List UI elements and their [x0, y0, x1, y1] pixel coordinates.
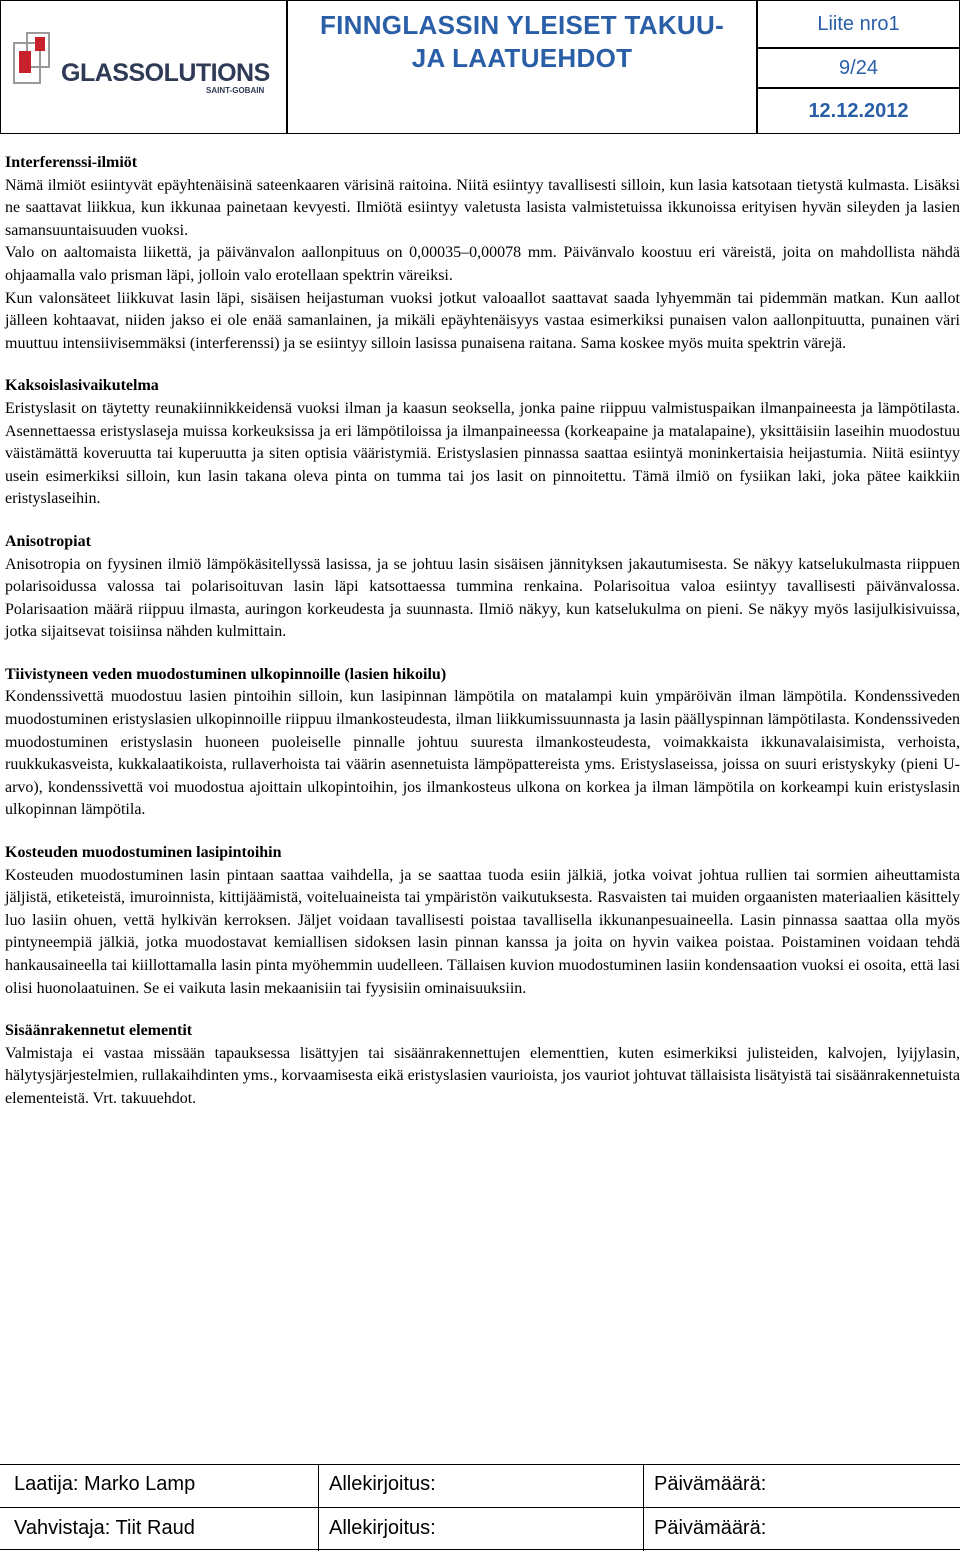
section-moisture-surfaces [5, 842, 960, 1000]
approver-label: Vahvistaja: Tiit Raud [14, 1517, 195, 1539]
logo-cell [0, 0, 287, 134]
section-title: Anisotropiat [5, 532, 91, 550]
document-title-line-2: JA LAATUEHDOT [411, 43, 633, 73]
approver-signature-label: Allekirjoitus: [329, 1517, 436, 1539]
paragraph: Eristyslasit on täytetty reunakiinnikkeidensä vuoksi ilman ja kaasun seoksella, jonka paine riippuu valmistuspaikan ilmanpaineesta ja lämpötilasta. Asennettaessa eristyslaseja muissa korkeuksissa ja eri lämpötiloissa ja ilmanpaineessa (korkeapaine ja matalapaine), yksittäisiin laseihin muodostuu väistämättä koveruutta tai kuperuutta ja siten optisia vääristymiä. Eristyslasien pinnassa saattaa esiintyä moninkertaisia heijastumia. Niitä esiintyy usein esimerkiksi silloin, kun lasin takana oleva pinta on tumma tai jos lasit on pinnoitettu. Tämä ilmiö on fysiikan laki, joka pätee kaikkiin eristyslaseihin. [5, 399, 960, 508]
section-anisotropy [5, 531, 960, 644]
section-title: Kosteuden muodostuminen lasipintoihin [5, 844, 282, 862]
signature-footer [0, 1464, 960, 1550]
logo-wordmark: GLASSOLUTIONS [61, 59, 270, 87]
section-body [5, 175, 960, 356]
author-signature-label: Allekirjoitus: [329, 1473, 436, 1495]
section-body [5, 398, 960, 511]
section-body [5, 865, 960, 1001]
approver-date-label: Päivämäärä: [654, 1517, 767, 1539]
paragraph: Kun valonsäteet liikkuvat lasin läpi, sisäisen heijastuman vuoksi jotkut valoaallot saattavat saada lyhyemmän tai pidemmän matkan. Kun aallot jälleen kohtaavat, niiden jakso ei ole enää samanlainen, ja mikäli epäyhtenäisyys vastaa esimerkiksi punaisen valon aallonpituutta, punainen väri muuttuu intensiivisemmäksi (interferenssi) ja se esiintyy silloin lasissa punaisena raitana. Sama koskee myös muita spektrin värejä. [5, 289, 960, 352]
document-date: 12.12.2012 [808, 99, 909, 122]
document-body [5, 152, 960, 1131]
paragraph: Valo on aaltomaista liikettä, ja päivänvalon aallonpituus on 0,00035–0,00078 mm. Päivänvalo koostuu eri väreistä, joita on mahdollista nähdä ohjaamalla valo prisman läpi, jolloin valo erotellaan spektrin väreiksi. [5, 244, 960, 284]
paragraph: Nämä ilmiöt esiintyvät epäyhtenäisinä sateenkaaren värisinä raitoina. Niitä esiintyy tavallisesti silloin, kun lasia katsotaan tietystä kulmasta. Lisäksi ne saattavat liikkua, kun ikkunaa painetaan kevyesti. Ilmiötä esiintyy valetusta lasista valmistetuissa ikkunoissa erityisen hyvän sileyden ja lasien samansuuntaisuuden vuoksi. [5, 176, 960, 239]
glassolutions-logo-mark-icon [11, 31, 61, 91]
section-body [5, 1043, 960, 1111]
paragraph: Anisotropia on fyysinen ilmiö lämpökäsitellyssä lasissa, ja se johtuu lasin sisäisen jännityksen jakautumisesta. Se näkyy katselukulmasta riippuen polarisoidussa valossa tai polarisoituvan lasin läpi katsottaessa tummina renkaina. Polarisoitua valoa esiintyy tavallisesti päivänvalossa. Polarisaation määrä riippuu ilmasta, auringon korkeudesta ja suunnasta. Ilmiö näkyy, kun katselukulma on pieni. Se näkyy myös lasijulkisivuissa, jotka sijaitsevat toisiinsa nähden kulmittain. [5, 555, 960, 641]
section-body [5, 686, 960, 822]
section-double-glass-effect [5, 375, 960, 511]
section-title: Tiivistyneen veden muodostuminen ulkopinnoille (lasien hikoilu) [5, 665, 447, 683]
footer-divider [0, 1507, 960, 1508]
author-date-label: Päivämäärä: [654, 1473, 767, 1495]
page-number-cell [757, 48, 960, 88]
document-title-line-1: FINNGLASSIN YLEISET TAKUU- [319, 10, 725, 40]
footer-divider [643, 1465, 644, 1551]
section-title: Interferenssi-ilmiöt [5, 154, 138, 171]
paragraph: Kosteuden muodostuminen lasin pintaan saattaa vaihdella, ja se saattaa tuoda esiin jälkiä, jotka voivat johtua rullien tai sormien aiheuttamista jäljistä, etiketeistä, imuroinnista, kittijäämistä, voiteluaineista tai ympäristön vaikutuksesta. Rasvaisten tai muiden orgaanisten materiaalien käsittely luo lasiin ohuen, vettä hylkivän kerroksen. Jäljet voidaan tavallisesti poistaa tavallisella ikkunanpesuaineella. Lasin pinnassa saattaa olla myös pintyneempiä jälkiä, jotka muodostavat kemiallisen sidoksen lasin pinnan kanssa ja joita on hyvin vaikea poistaa. Poistaminen voidaan tehdä hankausaineella tai kiillottamalla lasin pinta myöhemmin uudelleen. Tällaisen kuvion muodostuminen lasiin kondensaation vuoksi ei osoita, että lasi olisi huonolaatuinen. Se ei vaikuta lasin mekaanisiin tai fyysisiin ominaisuuksiin. [5, 866, 960, 997]
paragraph: Kondenssivettä muodostuu lasien pintoihin silloin, kun lasipinnan lämpötila on matalampi kuin ympäröivän ilman lämpötila. Kondenssiveden muodostuminen eristyslasien ulkopinnoille riippuu ilmankosteudesta, ilman liikkumissuunnasta ja lasin päällyspinnan lämpötilasta. Kondenssiveden muodostuminen eristyslasin huoneen puoleiselle pinnalle johtuu suuresta ilmankosteudesta, voimakkaista ikkunavalaisimista, verhoista, ruukkukasveista, kukkalaatikoista, rullaverhoista tai väärin asennetuista lämpöpattereista yms. Eristyslaseissa, joissa on suuri eristyskyky (pieni U-arvo), kondenssivettä voi muodostua ajoittain ulkopintoihin, jos ilmankosteus ulkona on korkea ja ilman lämpötila on korkeampi kuin eristyslasin ulkopinnan lämpötila. [5, 688, 960, 819]
document-header [0, 0, 960, 134]
section-built-in-elements [5, 1020, 960, 1110]
section-body [5, 554, 960, 644]
document-title-cell [287, 0, 757, 134]
date-cell [757, 88, 960, 134]
logo-subtitle: SAINT-GOBAIN [206, 86, 265, 95]
footer-divider [318, 1465, 319, 1551]
attachment-cell [757, 0, 960, 48]
section-title: Kaksoislasivaikutelma [5, 377, 159, 395]
section-interference [5, 152, 960, 355]
section-condensation-outer [5, 664, 960, 822]
author-label: Laatija: Marko Lamp [14, 1473, 196, 1495]
paragraph: Valmistaja ei vastaa missään tapauksessa lisättyjen tai sisäänrakennettujen elementtien, kuten esimerkiksi julisteiden, kalvojen, lyijylasin, hälytysjärjestelmien, rullakaihdinten yms., korvaamisesta eikä eristyslasien vaurioista, jos vauriot johtuvat tällaisista lisätyistä tai sisäänrakennetuista elementeistä. Vrt. takuuehdot. [5, 1044, 960, 1107]
page-number: 9/24 [839, 56, 878, 79]
section-title: Sisäänrakennetut elementit [5, 1022, 193, 1040]
attachment-number: Liite nro1 [817, 12, 900, 35]
